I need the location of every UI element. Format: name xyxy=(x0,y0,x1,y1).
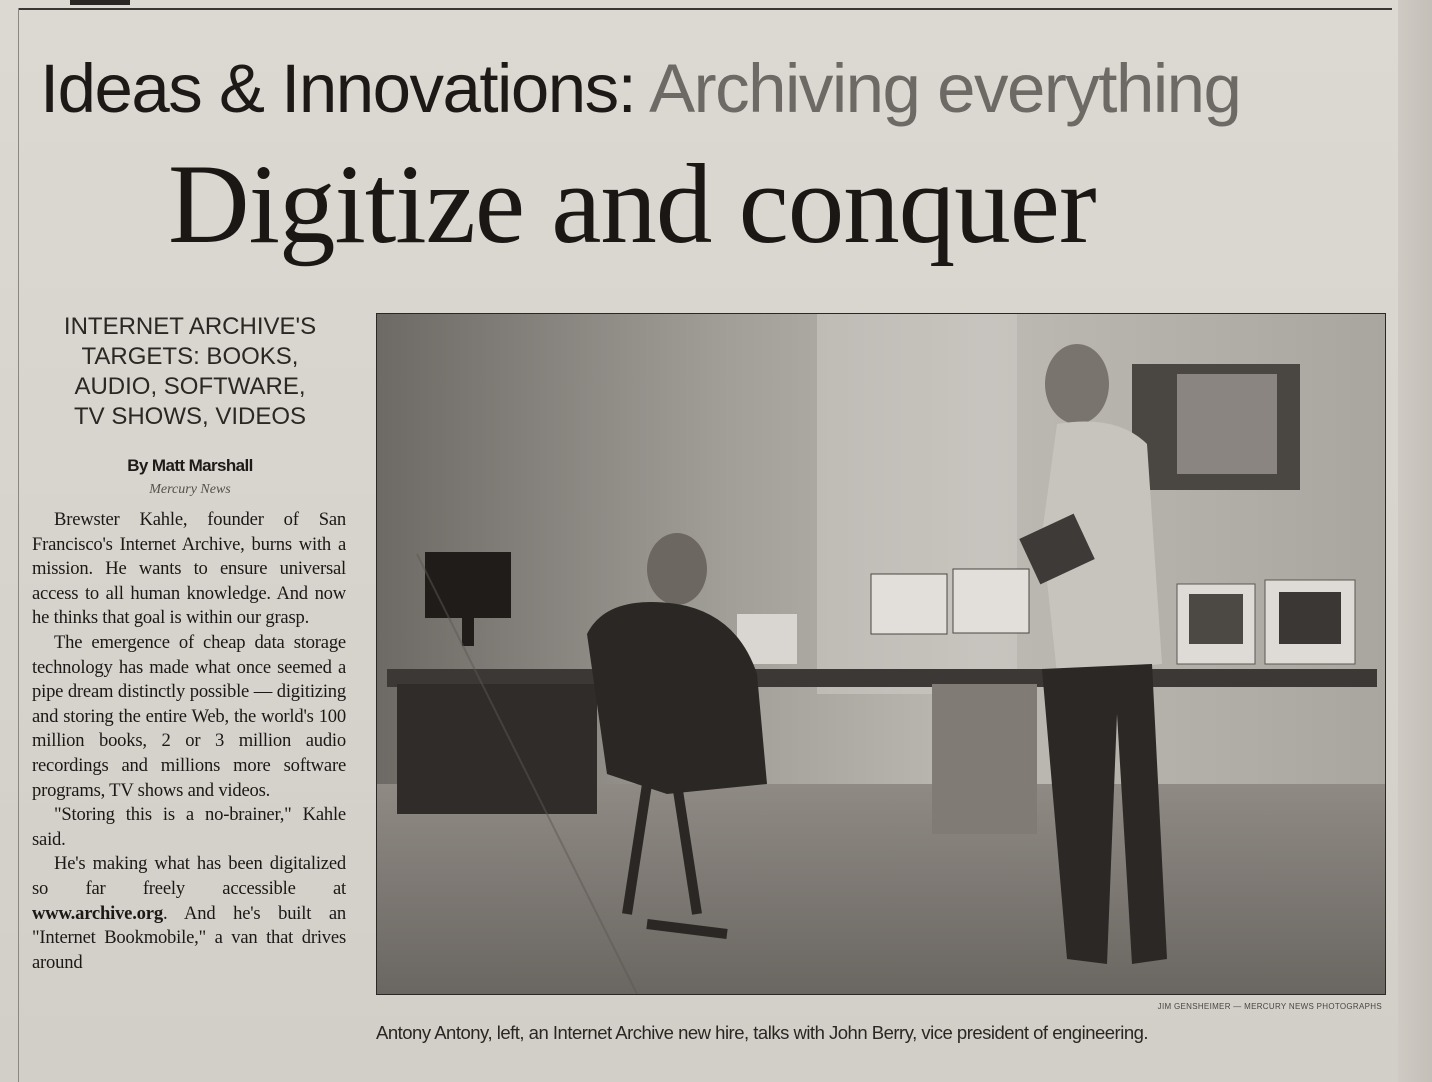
page-edge xyxy=(1398,0,1432,1082)
photo-credit: JIM GENSHEIMER — MERCURY NEWS PHOTOGRAPHS xyxy=(1157,1002,1382,1011)
top-rule-fragment xyxy=(70,0,130,5)
deck-line: INTERNET ARCHIVE'S xyxy=(63,313,317,340)
section-kicker xyxy=(40,50,1410,127)
monitor-screen xyxy=(1279,592,1341,644)
deck-line: TARGETS: BOOKS, xyxy=(81,343,299,370)
deck-line: AUDIO, SOFTWARE, xyxy=(74,373,306,400)
article-paragraph xyxy=(32,852,346,975)
column-rule xyxy=(18,8,19,1082)
monitor-white xyxy=(871,574,947,634)
top-rule xyxy=(18,8,1392,10)
headline: Digitize and conquer xyxy=(168,142,1096,267)
article-body xyxy=(32,508,346,975)
office-photo-illustration xyxy=(377,314,1385,994)
seated-person-head xyxy=(647,533,707,605)
byline-source: Mercury News xyxy=(149,482,231,497)
kicker-section: Ideas & Innovations: xyxy=(40,50,636,127)
standing-person-head xyxy=(1045,344,1109,424)
monitor-white xyxy=(953,569,1029,633)
paragraph-text: He's making what has been digitalized so far freely accessible at xyxy=(32,853,346,899)
article-paragraph: Brewster Kahle, founder of San Francisco's Internet Archive, burns with a mission. He wants to ensure universal access to all human knowledge. And now he thinks that goal is within our grasp. xyxy=(32,509,346,629)
deck xyxy=(40,312,340,432)
floor xyxy=(377,784,1385,994)
desk-left xyxy=(397,684,597,814)
article-paragraph: "Storing this is a no-brainer," Kahle said. xyxy=(32,804,346,850)
paragraph-text: . And he's built an "Internet Bookmobile," a van that drives around xyxy=(32,902,346,973)
article-paragraph: The emergence of cheap data storage technology has made what once seemed a pipe dream distinctly possible — digitizing and storing the entire Web, the world's 100 million books, 2 or 3 million audio recordings and millions more software programs, TV shows and videos. xyxy=(32,631,346,801)
photo-caption: Antony Antony, left, an Internet Archive new hire, talks with John Berry, vice president of engineering. xyxy=(376,1022,1149,1043)
wall-picture-detail xyxy=(1177,374,1277,474)
monitor-stand xyxy=(462,618,474,646)
monitor-dark xyxy=(425,552,511,618)
kicker-topic: Archiving everything xyxy=(649,50,1241,127)
news-photo xyxy=(376,313,1386,995)
archive-link: www.archive.org xyxy=(32,902,163,924)
deck-line: TV SHOWS, VIDEOS xyxy=(73,403,307,430)
window-light xyxy=(817,314,1017,694)
drawer-cabinet xyxy=(932,684,1037,834)
monitor-screen xyxy=(1189,594,1243,644)
byline-author: By Matt Marshall xyxy=(127,456,253,475)
